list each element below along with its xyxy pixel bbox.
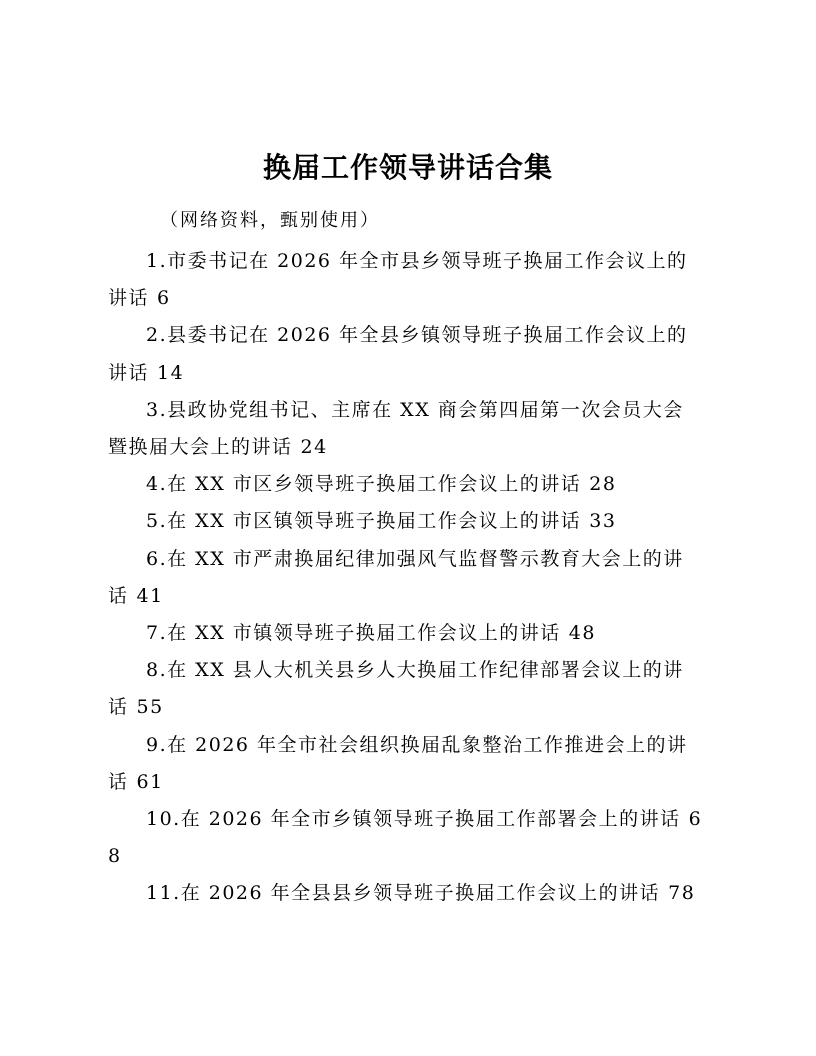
toc-entry-title: 6.在 XX 市严肃换届纪律加强风气监督警示教育大会上的讲话	[108, 547, 684, 607]
toc-entry	[108, 541, 704, 615]
toc-entry	[108, 503, 704, 540]
toc-entry-page-number: 28	[589, 473, 617, 496]
toc-entry-page-number: 41	[136, 584, 164, 607]
toc-entry-title: 8.在 XX 县人大机关县乡人大换届工作纪律部署会议上的讲话	[108, 659, 684, 719]
toc-entry	[108, 652, 704, 726]
toc-entry-page-number: 48	[568, 622, 596, 645]
toc-entry	[108, 392, 704, 466]
toc-entry-title: 10.在 2026 年全市乡镇领导班子换届工作部署会上的讲话	[146, 808, 681, 831]
toc-entry-page-number: 68	[108, 808, 703, 868]
toc-entry-title: 5.在 XX 市区镇领导班子换届工作会议上的讲话	[146, 510, 582, 533]
toc-entry-title: 3.县政协党组书记、主席在 XX 商会第四届第一次会员大会暨换届大会上的讲话	[108, 398, 684, 459]
toc-entry-page-number: 14	[157, 361, 185, 384]
document-title: 换届工作领导讲话合集	[262, 151, 553, 184]
toc-entry-title: 9.在 2026 年全市社会组织换届乱象整治工作推进会上的讲话	[108, 733, 688, 793]
toc-entry	[108, 875, 704, 912]
toc-entry-page-number: 78	[668, 882, 696, 905]
toc-entry-page-number: 55	[136, 696, 164, 719]
toc-entry	[108, 801, 704, 875]
toc-entry-page-number: 6	[157, 287, 171, 310]
toc-entry	[108, 727, 704, 801]
table-of-contents	[108, 243, 704, 913]
toc-entry-title: 2.县委书记在 2026 年全县乡镇领导班子换届工作会议上的讲话	[108, 324, 688, 384]
toc-entry	[108, 317, 704, 391]
toc-entry-title: 1.市委书记在 2026 年全市县乡领导班子换届工作会议上的讲话	[108, 250, 688, 310]
toc-entry-page-number: 33	[589, 510, 617, 533]
toc-entry-page-number: 61	[136, 770, 164, 793]
toc-entry-page-number: 24	[300, 436, 328, 459]
toc-entry	[108, 615, 704, 652]
toc-entry-title: 7.在 XX 市镇领导班子换届工作会议上的讲话	[146, 622, 561, 645]
toc-entry-title: 11.在 2026 年全县县乡领导班子换届工作会议上的讲话	[146, 882, 661, 905]
document-subtitle: （网络资料，甄别使用）	[160, 210, 380, 231]
toc-entry	[108, 466, 704, 503]
toc-entry-title: 4.在 XX 市区乡领导班子换届工作会议上的讲话	[146, 473, 582, 496]
toc-entry	[108, 243, 704, 317]
